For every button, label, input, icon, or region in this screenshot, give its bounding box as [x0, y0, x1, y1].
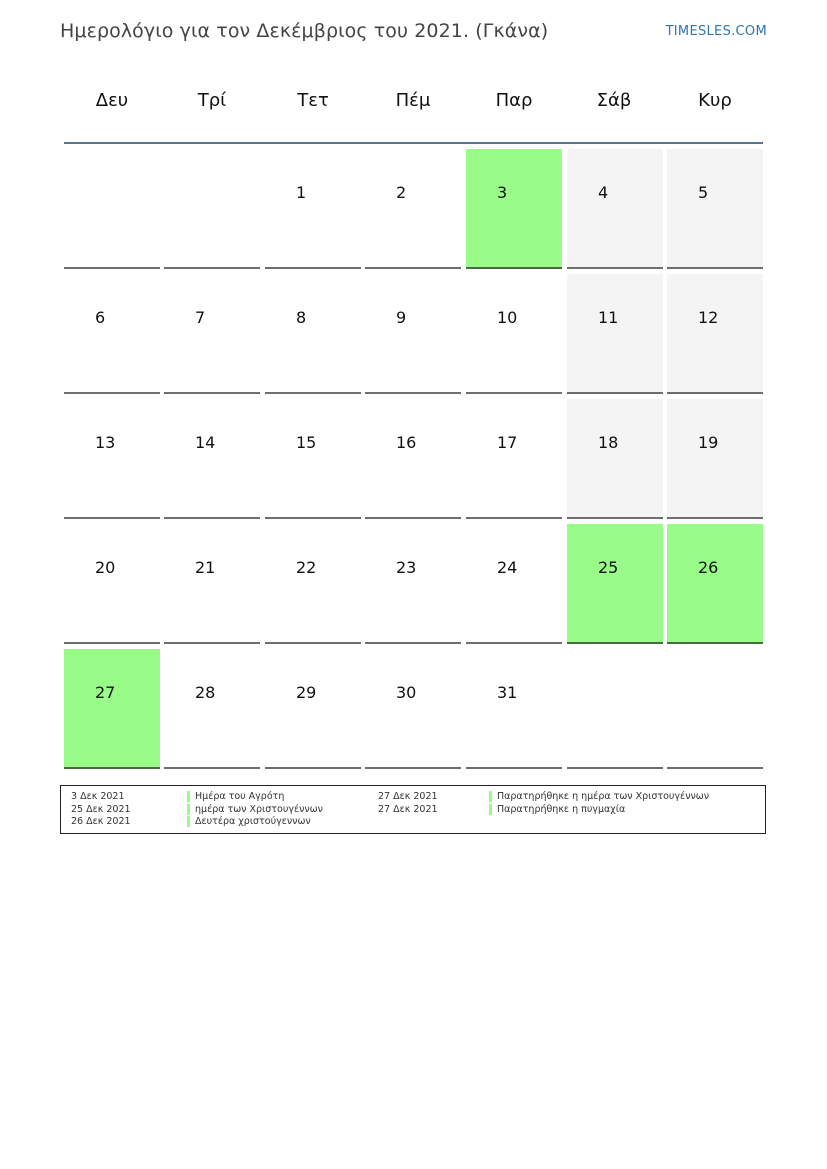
day-number: 1 — [296, 183, 307, 202]
empty-day-cell — [64, 149, 160, 269]
day-number: 22 — [296, 558, 317, 577]
weekday-label: Σάβ — [596, 90, 632, 111]
day-cell-28 — [164, 649, 260, 769]
day-cell-21 — [164, 524, 260, 644]
legend-holiday-name: Ημέρα του Αγρότη — [195, 791, 285, 802]
day-cell-22 — [265, 524, 361, 644]
day-cell-16 — [365, 399, 461, 519]
legend-date: 27 Δεκ 2021 — [378, 791, 438, 802]
day-number: 5 — [698, 183, 709, 202]
legend-date: 3 Δεκ 2021 — [71, 791, 125, 802]
day-cell-14 — [164, 399, 260, 519]
day-number: 28 — [195, 683, 216, 702]
day-cell-26 — [667, 524, 763, 644]
day-number: 13 — [95, 433, 116, 452]
day-cell-8 — [265, 274, 361, 394]
weekday-label: Δευ — [95, 90, 129, 111]
day-number: 31 — [497, 683, 518, 702]
day-number: 23 — [396, 558, 417, 577]
day-cell-25 — [567, 524, 663, 644]
holiday-legend — [60, 785, 766, 834]
day-cell-9 — [365, 274, 461, 394]
weekday-label: Τετ — [297, 90, 329, 111]
legend-entry — [61, 816, 761, 828]
day-cell-7 — [164, 274, 260, 394]
day-cell-6 — [64, 274, 160, 394]
day-cell-12 — [667, 274, 763, 394]
holiday-color-swatch — [489, 804, 492, 815]
day-number: 29 — [296, 683, 317, 702]
holiday-color-swatch — [187, 816, 190, 827]
legend-entry — [61, 804, 761, 816]
day-cell-3 — [466, 149, 562, 269]
day-cell-23 — [365, 524, 461, 644]
day-cell-5 — [667, 149, 763, 269]
day-number: 8 — [296, 308, 307, 327]
day-number: 11 — [598, 308, 619, 327]
day-number: 18 — [598, 433, 619, 452]
weekday-label: Κυρ — [698, 90, 732, 111]
legend-date: 27 Δεκ 2021 — [378, 803, 438, 815]
day-cell-30 — [365, 649, 461, 769]
legend-entry — [61, 791, 761, 803]
day-cell-18 — [567, 399, 663, 519]
day-number: 9 — [396, 308, 407, 327]
site-link[interactable]: TIMESLES.COM — [665, 24, 767, 39]
day-cell-17 — [466, 399, 562, 519]
day-cell-24 — [466, 524, 562, 644]
weekday-label: Πέμ — [395, 90, 431, 111]
day-number: 17 — [497, 433, 518, 452]
day-cell-13 — [64, 399, 160, 519]
day-cell-29 — [265, 649, 361, 769]
empty-day-cell — [567, 649, 663, 769]
day-cell-19 — [667, 399, 763, 519]
day-cell-15 — [265, 399, 361, 519]
page-title: Ημερολόγιο για τον Δεκέμβριος του 2021. (Γκάνα) — [60, 20, 549, 42]
legend-date: 26 Δεκ 2021 — [71, 816, 131, 827]
legend-holiday-name: Δευτέρα χριστούγεννων — [195, 816, 311, 827]
day-cell-11 — [567, 274, 663, 394]
day-cell-1 — [265, 149, 361, 269]
weekday-label: Παρ — [495, 90, 533, 111]
day-number: 12 — [698, 308, 719, 327]
day-number: 20 — [95, 558, 116, 577]
day-cell-20 — [64, 524, 160, 644]
day-number: 14 — [195, 433, 216, 452]
day-cell-4 — [567, 149, 663, 269]
day-number: 21 — [195, 558, 216, 577]
weekday-label: Τρί — [197, 90, 227, 111]
day-number: 3 — [497, 183, 508, 202]
day-number: 30 — [396, 683, 417, 702]
day-cell-2 — [365, 149, 461, 269]
legend-holiday-name: Παρατηρήθηκε η ημέρα των Χριστουγέννων — [497, 791, 710, 802]
day-number: 10 — [497, 308, 518, 327]
legend-date: 25 Δεκ 2021 — [71, 803, 131, 815]
day-number: 27 — [95, 683, 116, 702]
day-number: 16 — [396, 433, 417, 452]
day-cell-31 — [466, 649, 562, 769]
legend-holiday-name: ημέρα των Χριστουγέννων — [195, 803, 323, 815]
day-number: 26 — [698, 558, 719, 577]
day-number: 25 — [598, 558, 619, 577]
empty-day-cell — [164, 149, 260, 269]
day-number: 2 — [396, 183, 407, 202]
legend-holiday-name: Παρατηρήθηκε η πυγμαχία — [497, 803, 626, 815]
day-number: 4 — [598, 183, 609, 202]
day-number: 7 — [195, 308, 206, 327]
day-cell-10 — [466, 274, 562, 394]
empty-day-cell — [667, 649, 763, 769]
day-cell-27 — [64, 649, 160, 769]
day-number: 15 — [296, 433, 317, 452]
day-number: 19 — [698, 433, 719, 452]
day-number: 24 — [497, 558, 518, 577]
holiday-color-swatch — [489, 791, 492, 802]
day-number: 6 — [95, 308, 106, 327]
